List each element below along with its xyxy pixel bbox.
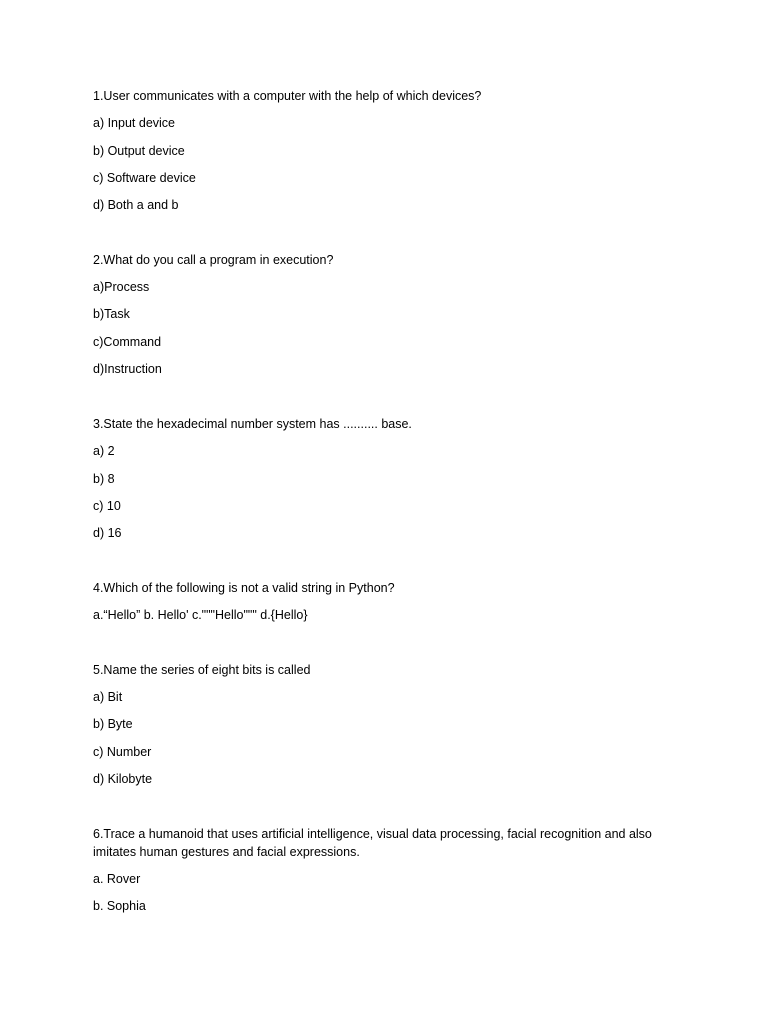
question-1-text: 1.User communicates with a computer with the help of which devices? [93,89,482,103]
question-1-option-a: a) Input device [93,116,175,130]
question-3-option-b: b) 8 [93,472,115,486]
question-5-option-d: d) Kilobyte [93,772,153,786]
question-2-option-b: b)Task [93,307,130,321]
question-6-option-a: a. Rover [93,872,141,886]
question-5-text: 5.Name the series of eight bits is called [93,663,311,677]
question-3-option-d: d) 16 [93,526,122,540]
question-6-option-b: b. Sophia [93,899,146,913]
question-3-text: 3.State the hexadecimal number system has .......... base. [93,417,412,431]
question-1-option-d: d) Both a and b [93,198,179,212]
question-4-options: a.“Hello” b. Hello' c."""Hello""" d.{Hello} [93,608,308,622]
question-6-text: 6.Trace a humanoid that uses artificial intelligence, visual data processing, facial recognition and also imitates human gestures and facial expressions. [93,827,652,859]
question-5-option-c: c) Number [93,745,152,759]
question-2-option-d: d)Instruction [93,362,162,376]
question-3-option-a: a) 2 [93,444,115,458]
question-5-option-b: b) Byte [93,717,133,731]
question-2-option-c: c)Command [93,335,162,349]
question-3-option-c: c) 10 [93,499,121,513]
question-2-text: 2.What do you call a program in execution? [93,253,334,267]
question-1-option-c: c) Software device [93,171,196,185]
question-1-option-b: b) Output device [93,144,185,158]
question-4-text: 4.Which of the following is not a valid string in Python? [93,581,395,595]
question-5-option-a: a) Bit [93,690,123,704]
question-2-option-a: a)Process [93,280,150,294]
